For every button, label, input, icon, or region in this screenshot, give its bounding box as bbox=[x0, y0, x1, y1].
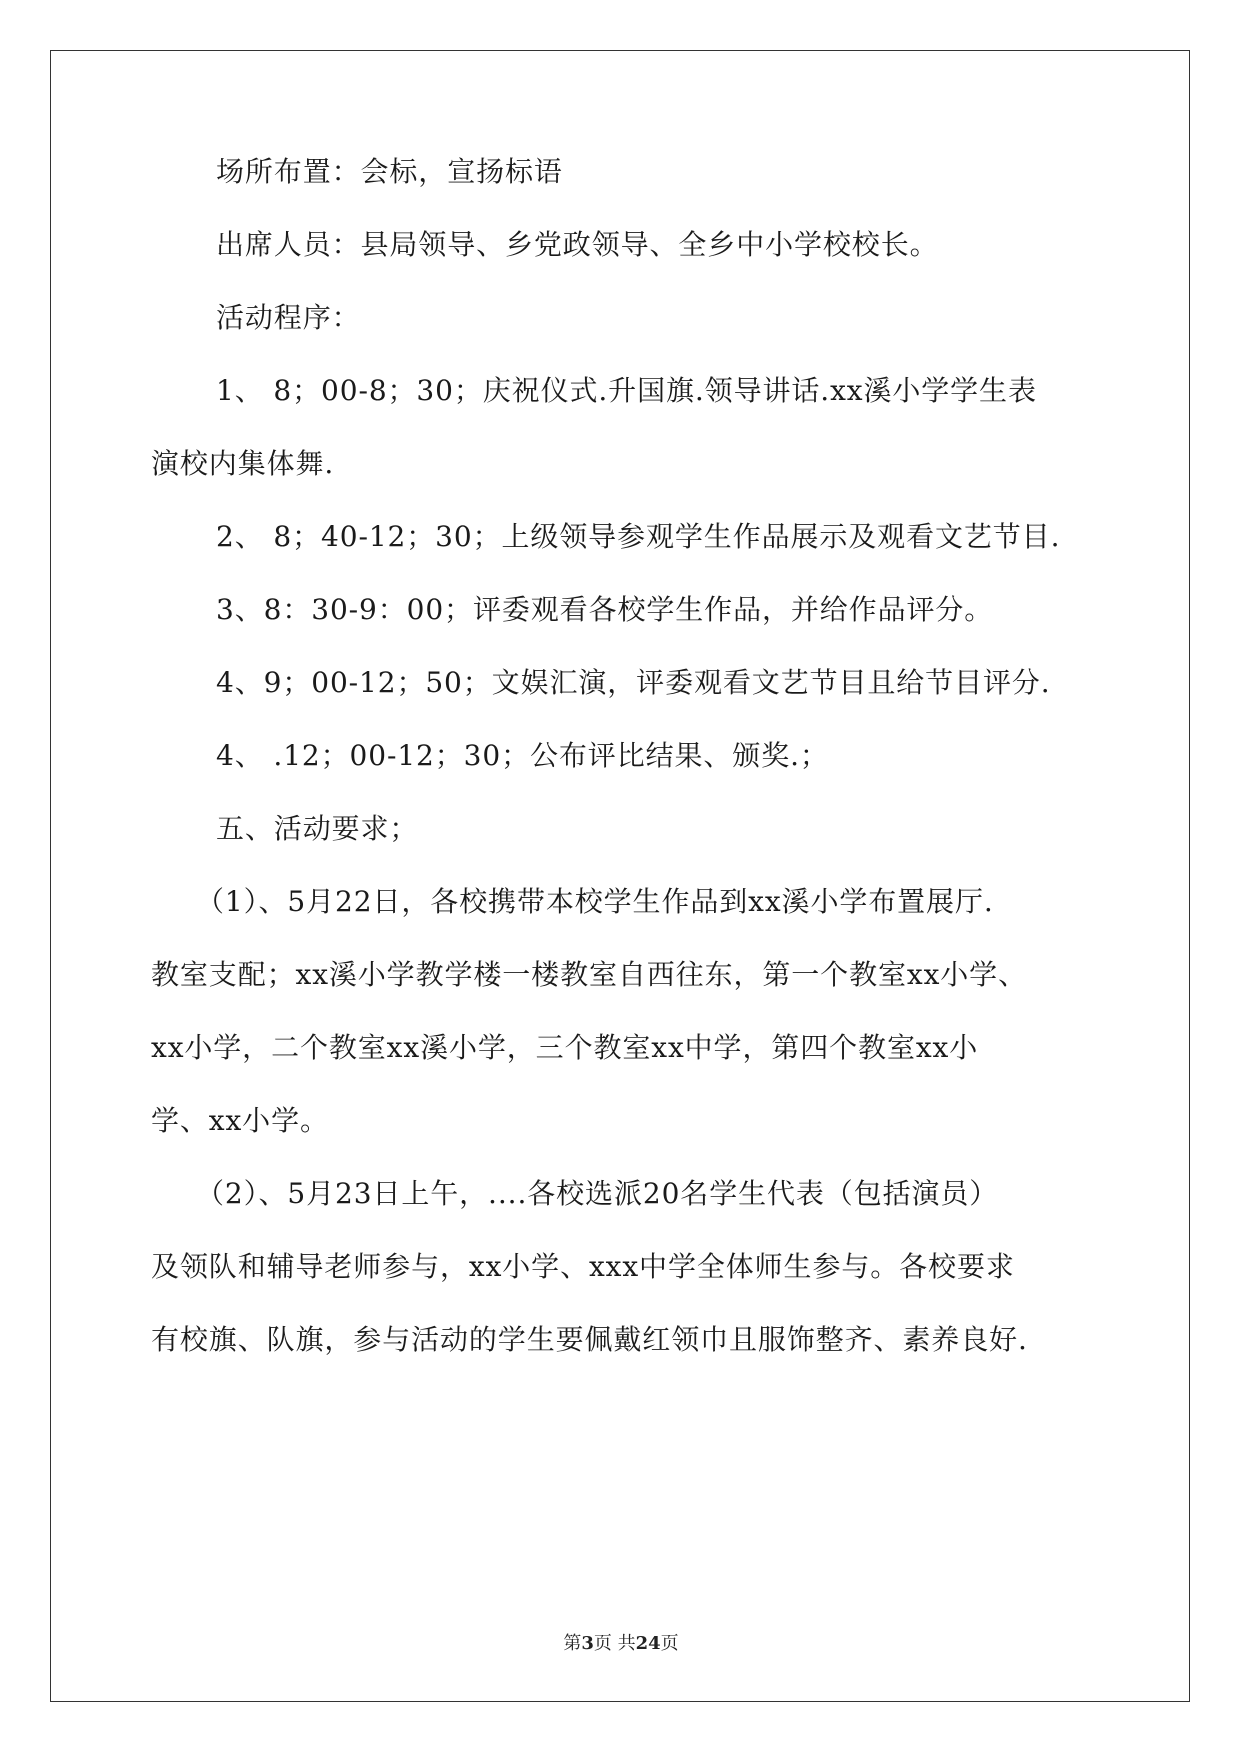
text-line: 1、 8；00-8；30；庆祝仪式.升国旗.领导讲话.xx溪小学学生表 bbox=[216, 374, 1037, 407]
text-line: 学、xx小学。 bbox=[151, 1104, 329, 1137]
text-line: 演校内集体舞. bbox=[151, 447, 335, 480]
page-number-prefix: 第 bbox=[563, 1633, 582, 1654]
page-number-total: 24 bbox=[635, 1633, 661, 1654]
text-line: （1）、5月22日，各校携带本校学生作品到xx溪小学布置展厅. bbox=[196, 885, 994, 918]
page-number-mid: 页 共 bbox=[593, 1633, 636, 1654]
text-line: 2、 8；40-12；30；上级领导参观学生作品展示及观看文艺节目. bbox=[216, 520, 1061, 553]
text-line: （2）、5月23日上午，....各校选派20名学生代表（包括演员） bbox=[196, 1177, 999, 1210]
page-number-current: 3 bbox=[581, 1633, 594, 1654]
text-line: 五、活动要求； bbox=[216, 812, 419, 845]
page-frame bbox=[50, 50, 1190, 1702]
page-number-suffix: 页 bbox=[660, 1633, 679, 1654]
text-line: xx小学，二个教室xx溪小学，三个教室xx中学，第四个教室xx小 bbox=[151, 1031, 979, 1064]
text-line: 活动程序： bbox=[216, 301, 361, 334]
page-footer bbox=[51, 1633, 1191, 1655]
text-line: 及领队和辅导老师参与，xx小学、xxx中学全体师生参与。各校要求 bbox=[151, 1250, 1015, 1283]
text-line: 教室支配；xx溪小学教学楼一楼教室自西往东，第一个教室xx小学、 bbox=[151, 958, 1027, 991]
text-line: 4、 .12；00-12；30；公布评比结果、颁奖.； bbox=[216, 739, 829, 772]
text-line: 3、8：30-9：00；评委观看各校学生作品，并给作品评分。 bbox=[216, 593, 994, 626]
text-line: 有校旗、队旗，参与活动的学生要佩戴红领巾且服饰整齐、素养良好. bbox=[151, 1323, 1028, 1356]
text-line: 场所布置：会标，宣扬标语 bbox=[216, 155, 563, 188]
text-line: 出席人员：县局领导、乡党政领导、全乡中小学校校长。 bbox=[216, 228, 939, 261]
text-line: 4、9；00-12；50；文娱汇演，评委观看文艺节目且给节目评分. bbox=[216, 666, 1051, 699]
